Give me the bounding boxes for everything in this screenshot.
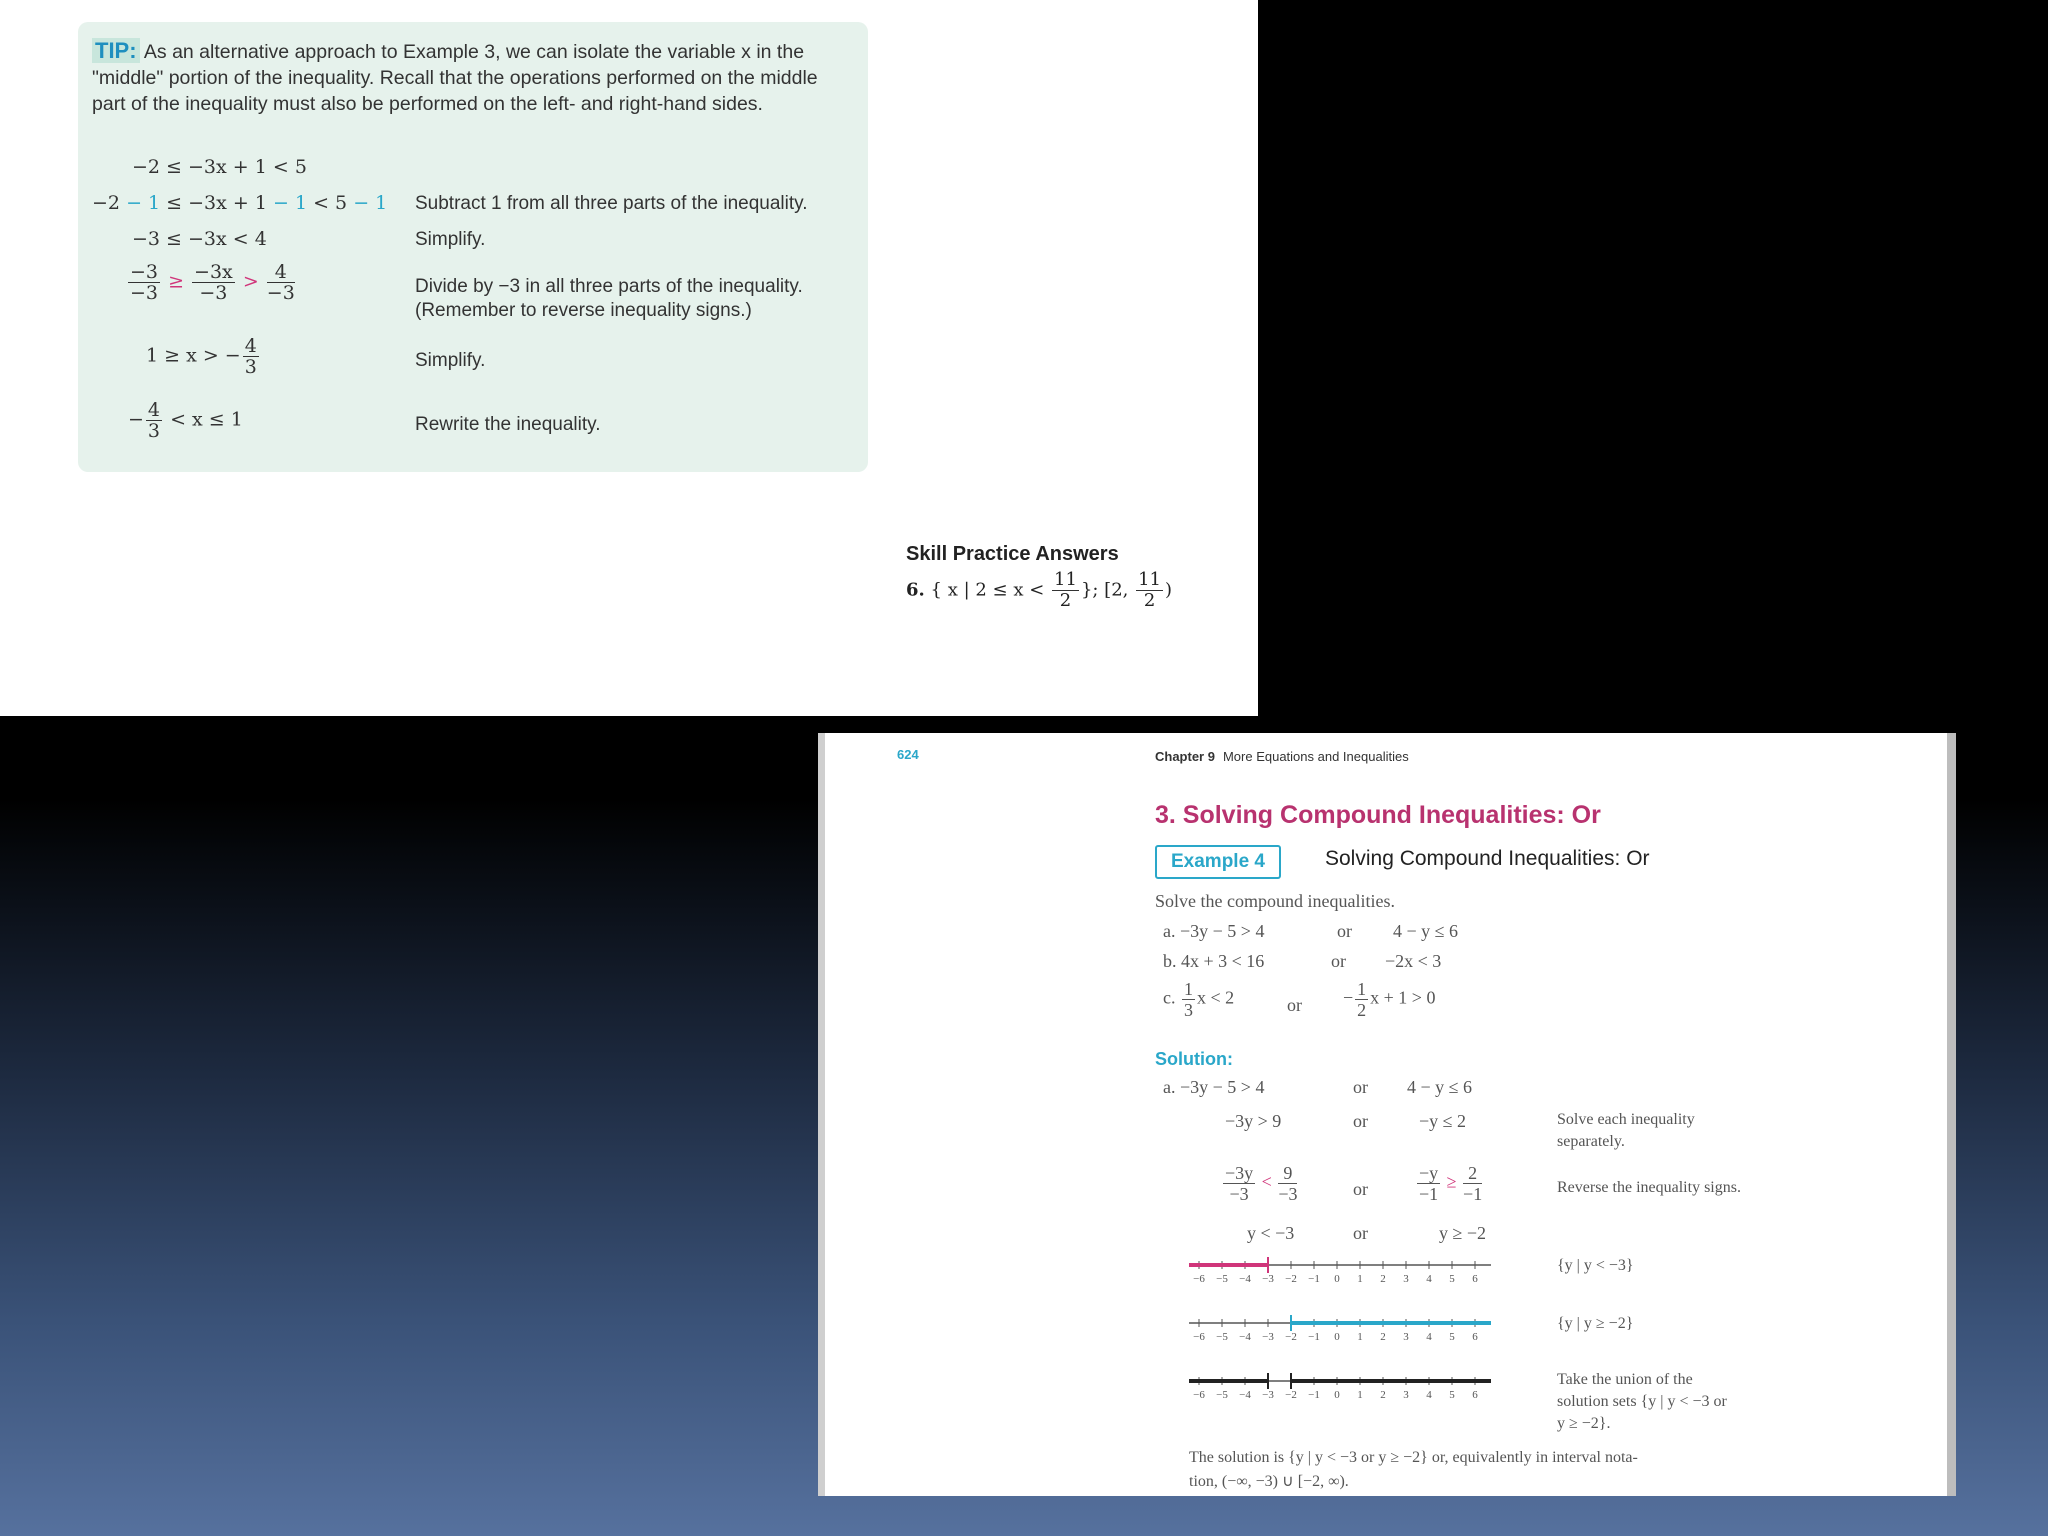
problem-b-left: b. 4x + 3 < 16 [1163, 951, 1265, 971]
tip-step-2: Subtract 1 from all three parts of the inequality. [415, 193, 808, 214]
textbook-page-624 [818, 733, 1956, 1496]
solution-a-right: 4 − y ≤ 6 [1407, 1077, 1473, 1097]
tick-label: −5 [1216, 1331, 1228, 1343]
number-line-2 [1189, 1315, 1491, 1343]
skill-practice-answer: 6. { x | 2 ≤ x < $\frac{11}{2}$ }; [2, $\frac{11}{2}$ ) [906, 569, 1173, 611]
tick-label: 4 [1426, 1331, 1432, 1343]
tick-label: −2 [1285, 1273, 1297, 1285]
tick-label: 3 [1403, 1331, 1409, 1343]
tick-label: 2 [1380, 1331, 1386, 1343]
solution-label: Solution: [1155, 1049, 1233, 1069]
problem-a-or: or [1337, 921, 1352, 941]
solution-step3-or: or [1353, 1179, 1368, 1199]
solution-step2-note-b: separately. [1557, 1133, 1625, 1150]
tick-label: 3 [1403, 1273, 1409, 1285]
number-line-1 [1189, 1257, 1491, 1285]
problem-a-right: 4 − y ≤ 6 [1393, 921, 1459, 941]
tip-paragraph [92, 38, 852, 117]
conclusion-line-a: The solution is {y | y < −3 or y ≥ −2} or, equivalently in interval nota- [1189, 1449, 1638, 1466]
solution-step4-left: y < −3 [1247, 1223, 1295, 1243]
section-title: 3. Solving Compound Inequalities: Or [1155, 801, 1601, 829]
tick-label: 1 [1357, 1389, 1363, 1401]
example-badge: Example 4 [1155, 845, 1281, 879]
tick-label: 3 [1403, 1389, 1409, 1401]
tip-line-4: $\frac{-3}{-3}$ ≥ $\frac{-3x}{-3}$ > $\frac{4}{-3}$ [130, 261, 295, 304]
tick-label: 5 [1449, 1389, 1455, 1401]
number-lines [1185, 1253, 1525, 1423]
solution-step2-or: or [1353, 1111, 1368, 1131]
tick-label: 5 [1449, 1273, 1455, 1285]
problem-c-or: or [1287, 995, 1302, 1015]
tip-label: TIP: [92, 38, 140, 63]
problem-b-right: −2x < 3 [1385, 951, 1442, 971]
tick-label: 6 [1472, 1331, 1478, 1343]
page-number: 624 [897, 747, 919, 762]
solution-step4-or: or [1353, 1223, 1368, 1243]
tick-label: −6 [1193, 1273, 1205, 1285]
tip-step-5: Simplify. [415, 350, 486, 371]
solution-step2-left: −3y > 9 [1225, 1111, 1282, 1131]
example-title: Solving Compound Inequalities: Or [1325, 847, 1650, 870]
tick-label: 2 [1380, 1389, 1386, 1401]
solution-step4-right: y ≥ −2 [1439, 1223, 1487, 1243]
union-note-c: y ≥ −2}. [1557, 1415, 1611, 1432]
tip-line-6: − $\frac{4}{3}$ < x ≤ 1 [128, 399, 243, 442]
tick-label: −2 [1285, 1331, 1297, 1343]
problem-c-right: − $\frac{1}{2}$ x + 1 > 0 [1343, 979, 1436, 1020]
number-line-1-set: {y | y < −3} [1557, 1257, 1634, 1274]
skill-practice-title: Skill Practice Answers [906, 543, 1119, 565]
tick-label: 5 [1449, 1331, 1455, 1343]
tick-label: −4 [1239, 1389, 1251, 1401]
tip-step-3: Simplify. [415, 229, 486, 250]
tick-label: −3 [1262, 1331, 1274, 1343]
tip-line-3: −3 ≤ −3x < 4 [132, 228, 267, 250]
example-prompt: Solve the compound inequalities. [1155, 891, 1395, 911]
tick-label: 0 [1334, 1273, 1340, 1285]
tick-label: −2 [1285, 1389, 1297, 1401]
union-note-b: solution sets {y | y < −3 or [1557, 1393, 1727, 1410]
tick-label: 1 [1357, 1273, 1363, 1285]
tick-label: −5 [1216, 1389, 1228, 1401]
tick-label: −6 [1193, 1389, 1205, 1401]
solution-a-left: a. −3y − 5 > 4 [1163, 1077, 1265, 1097]
tick-label: −5 [1216, 1273, 1228, 1285]
solution-step3-right: $\frac{-y}{-1}$ ≥ $\frac{2}{-1}$ [1419, 1163, 1483, 1204]
solution-step3-left: $\frac{-3y}{-3}$ < $\frac{9}{-3}$ [1225, 1163, 1298, 1204]
tick-label: −1 [1308, 1389, 1320, 1401]
problem-a-left: a. −3y − 5 > 4 [1163, 921, 1265, 941]
tip-step-4a: Divide by −3 in all three parts of the inequality. [415, 276, 803, 297]
tick-label: −6 [1193, 1331, 1205, 1343]
tick-label: 0 [1334, 1331, 1340, 1343]
problem-b-or: or [1331, 951, 1346, 971]
union-note-a: Take the union of the [1557, 1371, 1693, 1388]
solution-a-or: or [1353, 1077, 1368, 1097]
tip-text: As an alternative approach to Example 3, we can isolate the variable x in the "middle" portion of the inequality. Recall that the operations performed on the middle part of the inequality must also be performed on the left- and right-hand sides. [92, 41, 818, 115]
tip-line-5: 1 ≥ x > − $\frac{4}{3}$ [146, 335, 257, 378]
tick-label: −4 [1239, 1273, 1251, 1285]
number-line-2-set: {y | y ≥ −2} [1557, 1315, 1634, 1332]
tip-step-4b: (Remember to reverse inequality signs.) [415, 300, 752, 321]
solution-step2-note-a: Solve each inequality [1557, 1111, 1695, 1128]
tick-label: −3 [1262, 1273, 1274, 1285]
conclusion-line-b: tion, (−∞, −3) ∪ [−2, ∞). [1189, 1473, 1349, 1490]
tick-label: 0 [1334, 1389, 1340, 1401]
tick-label: −1 [1308, 1273, 1320, 1285]
number-line-3 [1189, 1373, 1491, 1401]
tick-label: 6 [1472, 1273, 1478, 1285]
chapter-header: Chapter 9 More Equations and Inequalities [1155, 749, 1409, 764]
tick-label: 4 [1426, 1273, 1432, 1285]
problem-c-left: c. $\frac{1}{3}$ x < 2 [1163, 979, 1235, 1020]
tip-step-6: Rewrite the inequality. [415, 414, 601, 435]
tick-label: 4 [1426, 1389, 1432, 1401]
solution-step3-note: Reverse the inequality signs. [1557, 1179, 1741, 1196]
tick-label: −3 [1262, 1389, 1274, 1401]
tip-line-1: −2 ≤ −3x + 1 < 5 [132, 156, 307, 178]
tick-label: −4 [1239, 1331, 1251, 1343]
tip-line-2: −2 − 1 ≤ −3x + 1 − 1 < 5 − 1 [92, 192, 388, 214]
tick-label: 1 [1357, 1331, 1363, 1343]
solution-step2-right: −y ≤ 2 [1419, 1111, 1467, 1131]
tick-label: 2 [1380, 1273, 1386, 1285]
tick-label: 6 [1472, 1389, 1478, 1401]
tick-label: −1 [1308, 1331, 1320, 1343]
